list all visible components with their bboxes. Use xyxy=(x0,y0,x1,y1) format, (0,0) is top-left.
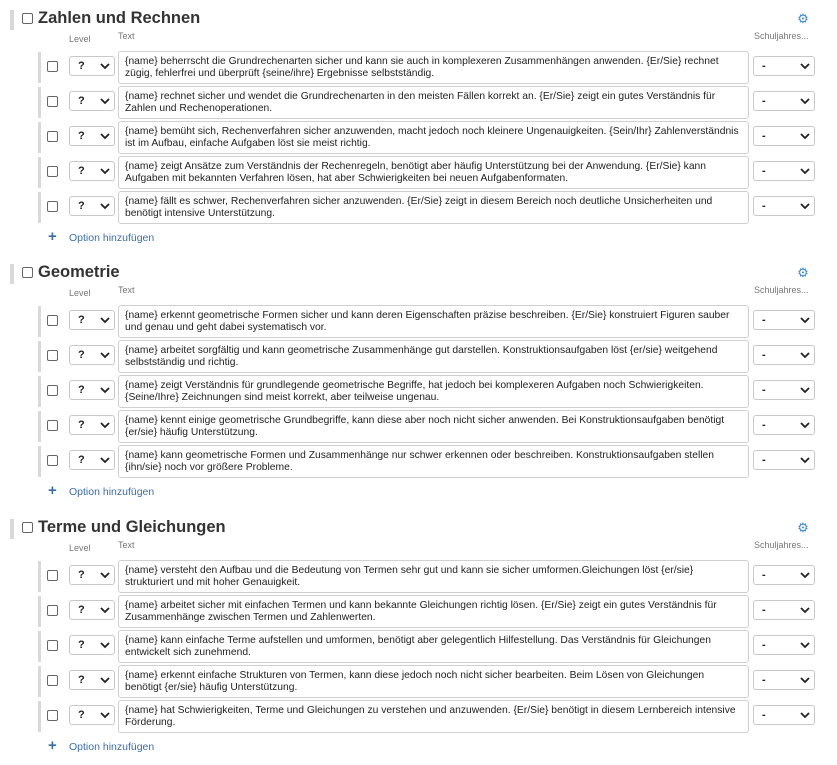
chevron-down-icon xyxy=(100,59,110,73)
option-row xyxy=(0,560,837,593)
option-row xyxy=(0,51,837,84)
chevron-down-icon xyxy=(800,673,810,687)
option-text-field[interactable]: {name} zeigt Ansätze zum Verständnis der Rechenregeln, benötigt aber häufig Unterstützung bei der Anwendung. {Er/Sie} kann Aufgaben mit bekannten Verfahren lösen, hat aber Schwierigkeiten bei neuen Aufgabenformaten. xyxy=(118,156,749,189)
level-select[interactable] xyxy=(69,635,115,655)
column-header-school-year: Schuljahres... xyxy=(754,31,809,41)
chevron-down-icon xyxy=(100,348,110,362)
section-drag-handle[interactable] xyxy=(10,264,14,284)
option-text-field[interactable]: {name} hat Schwierigkeiten, Terme und Gleichungen zu verstehen und anzuwenden. {Er/Sie} benötigt in diesem Lernbereich intensive Förderung. xyxy=(118,700,749,733)
level-select[interactable] xyxy=(69,310,115,330)
section-title: Geometrie xyxy=(38,263,120,281)
option-text-field[interactable]: {name} kann einfache Terme aufstellen und umformen, benötigt aber gelegentlich Hilfestellung. Das Verständnis für Gleichungen entwickelt sich zunehmend. xyxy=(118,630,749,663)
row-checkbox[interactable] xyxy=(47,710,58,721)
level-value: ? xyxy=(78,419,85,431)
school-year-value: - xyxy=(762,165,766,177)
school-year-select[interactable] xyxy=(753,91,815,111)
level-value: ? xyxy=(78,569,85,581)
school-year-select[interactable] xyxy=(753,670,815,690)
school-year-value: - xyxy=(762,95,766,107)
chevron-down-icon xyxy=(100,568,110,582)
school-year-select[interactable] xyxy=(753,450,815,470)
option-row xyxy=(0,630,837,663)
chevron-down-icon xyxy=(800,603,810,617)
option-text-field[interactable]: {name} arbeitet sicher mit einfachen Termen und kann bekannte Gleichungen richtig lösen. {Er/Sie} zeigt ein gutes Verständnis für Zusammenhänge zwischen Termen und Zahlenwerten. xyxy=(118,595,749,628)
option-text-field[interactable]: {name} versteht den Aufbau und die Bedeutung von Termen sehr gut und kann sie sicher umformen.Gleichungen löst {er/sie} strukturiert und mit hoher Genauigkeit. xyxy=(118,560,749,593)
row-checkbox[interactable] xyxy=(47,350,58,361)
column-header-text: Text xyxy=(118,31,135,41)
option-row xyxy=(0,305,837,338)
school-year-select[interactable] xyxy=(753,126,815,146)
option-text-field[interactable]: {name} erkennt geometrische Formen sicher und kann deren Eigenschaften präzise beschreiben. {Er/Sie} konstruiert Figuren sauber und genau und geht dabei systematisch vor. xyxy=(118,305,749,338)
row-drag-handle[interactable] xyxy=(38,52,41,83)
chevron-down-icon xyxy=(800,94,810,108)
chevron-down-icon xyxy=(800,59,810,73)
level-value: ? xyxy=(78,709,85,721)
level-value: ? xyxy=(78,454,85,466)
row-drag-handle[interactable] xyxy=(38,306,41,337)
school-year-value: - xyxy=(762,454,766,466)
chevron-down-icon xyxy=(100,199,110,213)
chevron-down-icon xyxy=(800,418,810,432)
row-checkbox[interactable] xyxy=(47,61,58,72)
option-row xyxy=(0,375,837,408)
row-drag-handle[interactable] xyxy=(38,87,41,118)
option-text-field[interactable]: {name} fällt es schwer, Rechenverfahren sicher anzuwenden. {Er/Sie} zeigt in diesem Bereich noch deutliche Unsicherheiten und benötigt intensive Unterstützung. xyxy=(118,191,749,224)
section-drag-handle[interactable] xyxy=(10,10,14,30)
school-year-value: - xyxy=(762,639,766,651)
row-drag-handle[interactable] xyxy=(38,666,41,697)
school-year-value: - xyxy=(762,604,766,616)
level-value: ? xyxy=(78,60,85,72)
option-text-field[interactable]: {name} zeigt Verständnis für grundlegende geometrische Begriffe, hat jedoch bei komplexeren Aufgaben noch Schwierigkeiten. {Seine/Ihre} Zeichnungen sind meist korrekt, aber teilweise ungenau. xyxy=(118,375,749,408)
school-year-value: - xyxy=(762,314,766,326)
column-header-level: Level xyxy=(69,543,91,553)
school-year-select[interactable] xyxy=(753,161,815,181)
option-text-field[interactable]: {name} erkennt einfache Strukturen von Termen, kann diese jedoch noch nicht sicher bearbeiten. Beim Lösen von Gleichungen benötigt {er/sie} häufig Unterstützung. xyxy=(118,665,749,698)
row-checkbox[interactable] xyxy=(47,640,58,651)
plus-icon: + xyxy=(48,737,57,754)
school-year-value: - xyxy=(762,130,766,142)
row-checkbox[interactable] xyxy=(47,455,58,466)
gear-icon[interactable]: ⚙ xyxy=(797,11,809,26)
chevron-down-icon xyxy=(800,638,810,652)
option-row xyxy=(0,445,837,478)
level-select[interactable] xyxy=(69,670,115,690)
row-checkbox[interactable] xyxy=(47,605,58,616)
level-value: ? xyxy=(78,314,85,326)
add-option-label: Option hinzufügen xyxy=(69,741,155,753)
chevron-down-icon xyxy=(800,568,810,582)
option-text-field[interactable]: {name} beherrscht die Grundrechenarten sicher und kann sie auch in komplexeren Zusammenhängen anwenden. {Er/Sie} rechnet zügig, fehlerfrei und überprüft {seine/ihre} Ergebnisse selbstständig. xyxy=(118,51,749,84)
row-drag-handle[interactable] xyxy=(38,341,41,372)
option-row xyxy=(0,595,837,628)
option-row xyxy=(0,86,837,119)
level-select[interactable] xyxy=(69,380,115,400)
level-select[interactable] xyxy=(69,705,115,725)
level-select[interactable] xyxy=(69,56,115,76)
column-header-school-year: Schuljahres... xyxy=(754,540,809,550)
level-select[interactable] xyxy=(69,565,115,585)
column-header-text: Text xyxy=(118,540,135,550)
option-text-field[interactable]: {name} kennt einige geometrische Grundbegriffe, kann diese aber noch nicht sicher anwenden. Bei Konstruktionsaufgaben benötigt {er/sie} häufig Unterstützung. xyxy=(118,410,749,443)
row-drag-handle[interactable] xyxy=(38,192,41,223)
gear-icon[interactable]: ⚙ xyxy=(797,265,809,280)
chevron-down-icon xyxy=(100,638,110,652)
plus-icon: + xyxy=(48,228,57,245)
chevron-down-icon xyxy=(800,453,810,467)
row-checkbox[interactable] xyxy=(47,96,58,107)
chevron-down-icon xyxy=(100,673,110,687)
level-value: ? xyxy=(78,95,85,107)
option-text-field[interactable]: {name} arbeitet sorgfältig und kann geometrische Zusammenhänge gut darstellen. Konstruktionsaufgaben löst {er/sie} weitgehend selbstständig und richtig. xyxy=(118,340,749,373)
section-checkbox[interactable] xyxy=(22,267,33,278)
gear-icon[interactable]: ⚙ xyxy=(797,520,809,535)
level-select[interactable] xyxy=(69,415,115,435)
level-value: ? xyxy=(78,384,85,396)
level-value: ? xyxy=(78,604,85,616)
school-year-select[interactable] xyxy=(753,196,815,216)
column-header-school-year: Schuljahres... xyxy=(754,285,809,295)
chevron-down-icon xyxy=(100,129,110,143)
level-select[interactable] xyxy=(69,91,115,111)
option-text-field[interactable]: {name} rechnet sicher und wendet die Grundrechenarten in den meisten Fällen korrekt an. {Er/Sie} zeigt ein gutes Verständnis für Zahlen und Rechenoperationen. xyxy=(118,86,749,119)
level-select[interactable] xyxy=(69,196,115,216)
school-year-select[interactable] xyxy=(753,600,815,620)
section-title: Terme und Gleichungen xyxy=(38,518,226,536)
school-year-select[interactable] xyxy=(753,380,815,400)
school-year-value: - xyxy=(762,384,766,396)
school-year-value: - xyxy=(762,349,766,361)
school-year-select[interactable] xyxy=(753,310,815,330)
row-drag-handle[interactable] xyxy=(38,122,41,153)
option-row xyxy=(0,191,837,224)
add-option-label: Option hinzufügen xyxy=(69,486,155,498)
chevron-down-icon xyxy=(800,383,810,397)
row-drag-handle[interactable] xyxy=(38,157,41,188)
row-checkbox[interactable] xyxy=(47,570,58,581)
level-value: ? xyxy=(78,639,85,651)
row-drag-handle[interactable] xyxy=(38,596,41,627)
level-value: ? xyxy=(78,200,85,212)
section-checkbox[interactable] xyxy=(22,522,33,533)
level-select[interactable] xyxy=(69,161,115,181)
competency-section xyxy=(0,264,837,502)
row-checkbox[interactable] xyxy=(47,166,58,177)
chevron-down-icon xyxy=(800,199,810,213)
level-select[interactable] xyxy=(69,600,115,620)
option-row xyxy=(0,340,837,373)
option-row xyxy=(0,700,837,733)
school-year-value: - xyxy=(762,200,766,212)
row-checkbox[interactable] xyxy=(47,420,58,431)
column-header-level: Level xyxy=(69,288,91,298)
level-value: ? xyxy=(78,674,85,686)
row-checkbox[interactable] xyxy=(47,385,58,396)
school-year-select[interactable] xyxy=(753,56,815,76)
school-year-value: - xyxy=(762,60,766,72)
school-year-select[interactable] xyxy=(753,705,815,725)
row-checkbox[interactable] xyxy=(47,131,58,142)
row-checkbox[interactable] xyxy=(47,315,58,326)
add-option-label: Option hinzufügen xyxy=(69,232,155,244)
chevron-down-icon xyxy=(100,418,110,432)
section-title: Zahlen und Rechnen xyxy=(38,9,201,27)
column-header-text: Text xyxy=(118,285,135,295)
level-select[interactable] xyxy=(69,126,115,146)
chevron-down-icon xyxy=(100,383,110,397)
row-drag-handle[interactable] xyxy=(38,631,41,662)
row-drag-handle[interactable] xyxy=(38,446,41,477)
column-header-level: Level xyxy=(69,34,91,44)
school-year-value: - xyxy=(762,709,766,721)
chevron-down-icon xyxy=(800,708,810,722)
school-year-value: - xyxy=(762,569,766,581)
competency-section xyxy=(0,10,837,248)
level-value: ? xyxy=(78,165,85,177)
chevron-down-icon xyxy=(100,94,110,108)
school-year-select[interactable] xyxy=(753,565,815,585)
level-select[interactable] xyxy=(69,450,115,470)
row-drag-handle[interactable] xyxy=(38,376,41,407)
row-drag-handle[interactable] xyxy=(38,701,41,732)
chevron-down-icon xyxy=(100,603,110,617)
level-select[interactable] xyxy=(69,345,115,365)
school-year-select[interactable] xyxy=(753,635,815,655)
section-checkbox[interactable] xyxy=(22,13,33,24)
level-value: ? xyxy=(78,349,85,361)
option-text-field[interactable]: {name} kann geometrische Formen und Zusammenhänge nur schwer erkennen oder beschreiben. Konstruktionsaufgaben stellen {ihn/sie} noch vor größere Probleme. xyxy=(118,445,749,478)
plus-icon: + xyxy=(48,482,57,499)
chevron-down-icon xyxy=(800,313,810,327)
section-drag-handle[interactable] xyxy=(10,519,14,539)
school-year-value: - xyxy=(762,419,766,431)
row-checkbox[interactable] xyxy=(47,201,58,212)
level-value: ? xyxy=(78,130,85,142)
school-year-select[interactable] xyxy=(753,345,815,365)
option-row xyxy=(0,665,837,698)
chevron-down-icon xyxy=(800,164,810,178)
school-year-select[interactable] xyxy=(753,415,815,435)
chevron-down-icon xyxy=(800,348,810,362)
competency-section xyxy=(0,519,837,757)
row-drag-handle[interactable] xyxy=(38,411,41,442)
option-row xyxy=(0,156,837,189)
row-drag-handle[interactable] xyxy=(38,561,41,592)
chevron-down-icon xyxy=(100,313,110,327)
option-text-field[interactable]: {name} bemüht sich, Rechenverfahren sicher anzuwenden, macht jedoch noch kleinere Ungenauigkeiten. {Sein/Ihr} Zahlenverständnis ist im Aufbau, einfache Aufgaben löst sie meist richtig. xyxy=(118,121,749,154)
chevron-down-icon xyxy=(100,708,110,722)
chevron-down-icon xyxy=(100,453,110,467)
option-row xyxy=(0,121,837,154)
school-year-value: - xyxy=(762,674,766,686)
chevron-down-icon xyxy=(100,164,110,178)
row-checkbox[interactable] xyxy=(47,675,58,686)
option-row xyxy=(0,410,837,443)
chevron-down-icon xyxy=(800,129,810,143)
